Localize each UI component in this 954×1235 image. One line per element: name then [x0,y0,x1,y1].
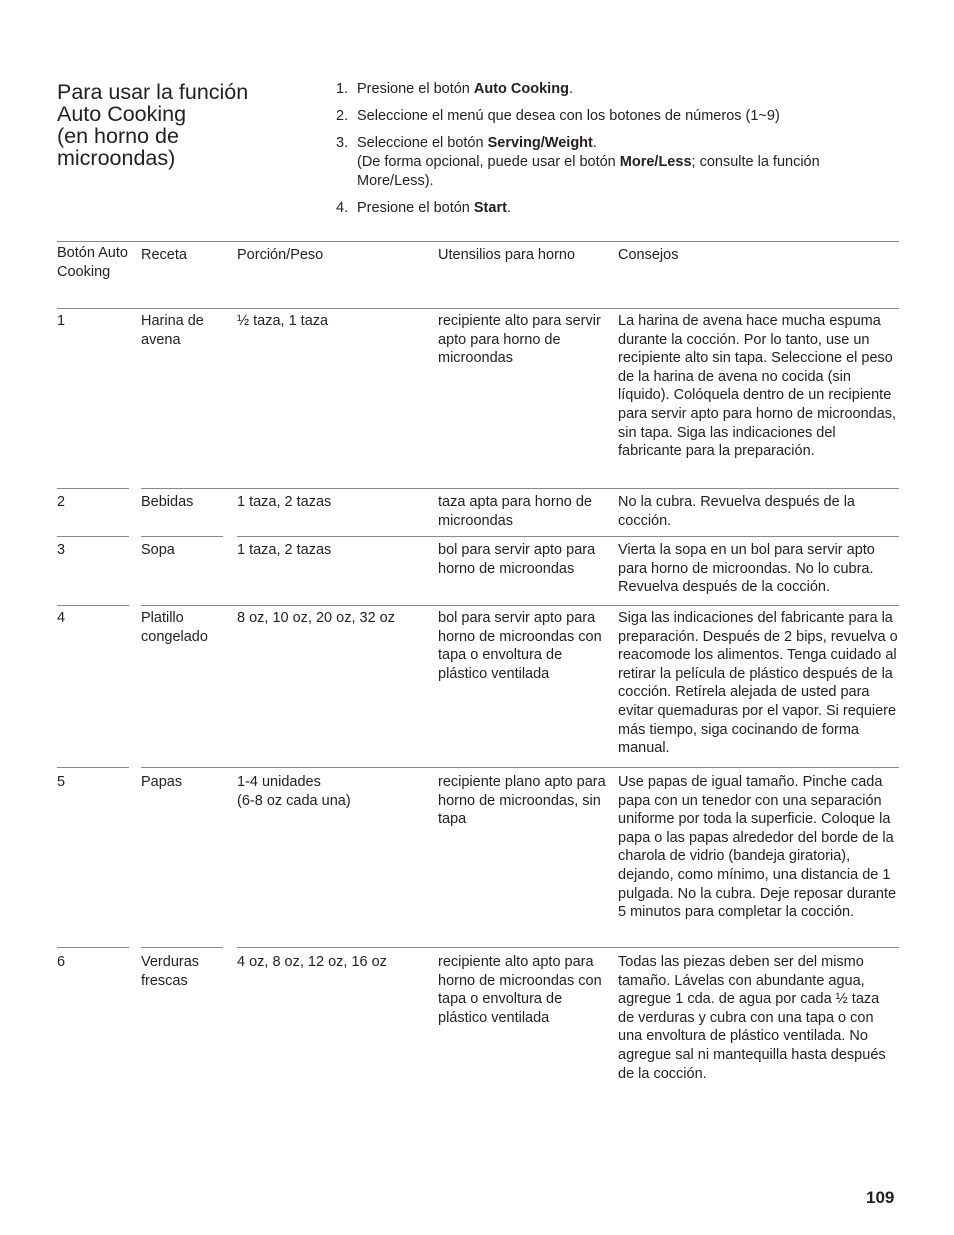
step-item [336,80,896,99]
step-number: 3. [336,135,349,151]
row-utensils: recipiente plano apto para horno de microondas, sin tapa [438,774,606,828]
row-portion: 8 oz, 10 oz, 20 oz, 32 oz [237,610,395,626]
row-button-number: 5 [57,774,66,790]
step-text: . [568,81,573,97]
row-tips: Siga las indicaciones del fabricante para la preparación. Después de 2 bips, revuelva o reacomode los alimentos. Tenga cuidado al retirar la película de plástico después de la cocción. Retírela alejada de usted para evitar quemaduras por el vapor. Si requiere más tiempo, siga cocinando de forma manual. [618,610,898,757]
header-portion: Porción/Peso [237,247,324,263]
step-text: Seleccione el menú que desea con los botones de números (1~9) [357,108,780,124]
header-tips: Consejos [618,247,679,263]
step-button-name: Serving/Weight [487,135,593,151]
row-recipe: Sopa [141,542,175,558]
row-rule [237,947,899,948]
row-utensils: recipiente alto para servir apto para horno de microondas [438,313,601,367]
step-note: ; consulte la función More/Less). [357,154,820,189]
title-line: Auto Cooking [57,102,187,126]
step-text: Presione el botón [357,81,474,97]
step-note: (De forma opcional, puede usar el botón [357,154,620,170]
row-rule [57,488,129,489]
row-portion: 1-4 unidades (6-8 oz cada una) [237,774,351,809]
row-rule [141,605,899,606]
title-line: Para usar la función [57,80,249,104]
row-tips: No la cubra. Revuelva después de la cocción. [618,494,855,529]
row-utensils: recipiente alto apto para horno de microondas con tapa o envoltura de plástico ventilada [438,954,602,1026]
step-text: . [506,200,511,216]
row-rule [141,767,899,768]
row-rule [57,536,129,537]
row-button-number: 1 [57,313,66,329]
row-recipe: Bebidas [141,494,194,510]
row-portion: 1 taza, 2 tazas [237,494,332,510]
step-item [336,107,896,126]
row-rule [141,488,899,489]
row-button-number: 3 [57,542,66,558]
title-line: (en horno de [57,124,179,148]
row-rule [237,536,899,537]
row-tips: Use papas de igual tamaño. Pinche cada papa con un tenedor con una separación uniforme por toda la superficie. Coloque la papa o las papas alrededor del borde de la charola de vidrio (bandeja giratoria), dejando, como mínimo, una distancia de 1 pulgada. No la cubra. Deje reposar durante 5 minutos para completar la cocción. [618,774,897,921]
page-number: 109 [866,1188,895,1207]
row-portion: 1 taza, 2 tazas [237,542,332,558]
row-rule [141,536,223,537]
row-utensils: bol para servir apto para horno de microondas [438,542,596,577]
row-recipe: Papas [141,774,183,790]
step-button-name: Start [473,200,507,216]
row-recipe: Harina de avena [141,313,204,348]
step-number: 1. [336,81,349,97]
row-rule [57,767,129,768]
row-utensils: bol para servir apto para horno de microondas con tapa o envoltura de plástico ventilada [438,610,602,682]
step-button-name: Auto Cooking [473,81,569,97]
row-rule [57,308,899,309]
row-button-number: 2 [57,494,66,510]
row-tips: Todas las piezas deben ser del mismo tamaño. Lávelas con abundante agua, agregue 1 cda. de agua por cada ½ taza de verduras y cubra con una tapa o con una envoltura de plástico ventilada. No agregue sal ni mantequilla hasta después de la cocción. [618,954,886,1082]
step-item [336,199,896,218]
row-utensils: taza apta para horno de microondas [438,494,592,529]
table-header-row [57,241,899,308]
step-item [336,134,896,191]
step-text: Presione el botón [357,200,474,216]
row-rule [141,947,223,948]
section-title [57,81,317,169]
row-rule [57,947,129,948]
header-utensils: Utensilios para horno [438,247,576,263]
header-recipe: Receta [141,247,187,263]
row-portion: ½ taza, 1 taza [237,313,329,329]
row-button-number: 4 [57,610,66,626]
instruction-steps [336,80,896,226]
row-tips: Vierta la sopa en un bol para servir apto para horno de microondas. No lo cubra. Revuelva después de la cocción. [618,542,875,596]
row-recipe: Platillo congelado [141,610,208,645]
title-line: microondas) [57,146,176,170]
header-auto-cooking: Botón Auto Cooking [57,245,128,280]
step-number: 4. [336,200,349,216]
step-text: . [592,135,597,151]
row-tips: La harina de avena hace mucha espuma durante la cocción. Por lo tanto, use un recipiente alto sin tapa. Seleccione el peso de la harina de avena no cocida (sin líquido). Colóquela dentro de un recipiente para servir apto para horno de microondas, sin tapa. Siga las indicaciones del fabricante para la preparación. [618,313,897,460]
step-text: Seleccione el botón [357,135,488,151]
step-number: 2. [336,108,349,124]
row-recipe: Verduras frescas [141,954,200,989]
row-rule [57,605,129,606]
row-portion: 4 oz, 8 oz, 12 oz, 16 oz [237,954,387,970]
row-button-number: 6 [57,954,66,970]
step-button-name: More/Less [619,154,692,170]
